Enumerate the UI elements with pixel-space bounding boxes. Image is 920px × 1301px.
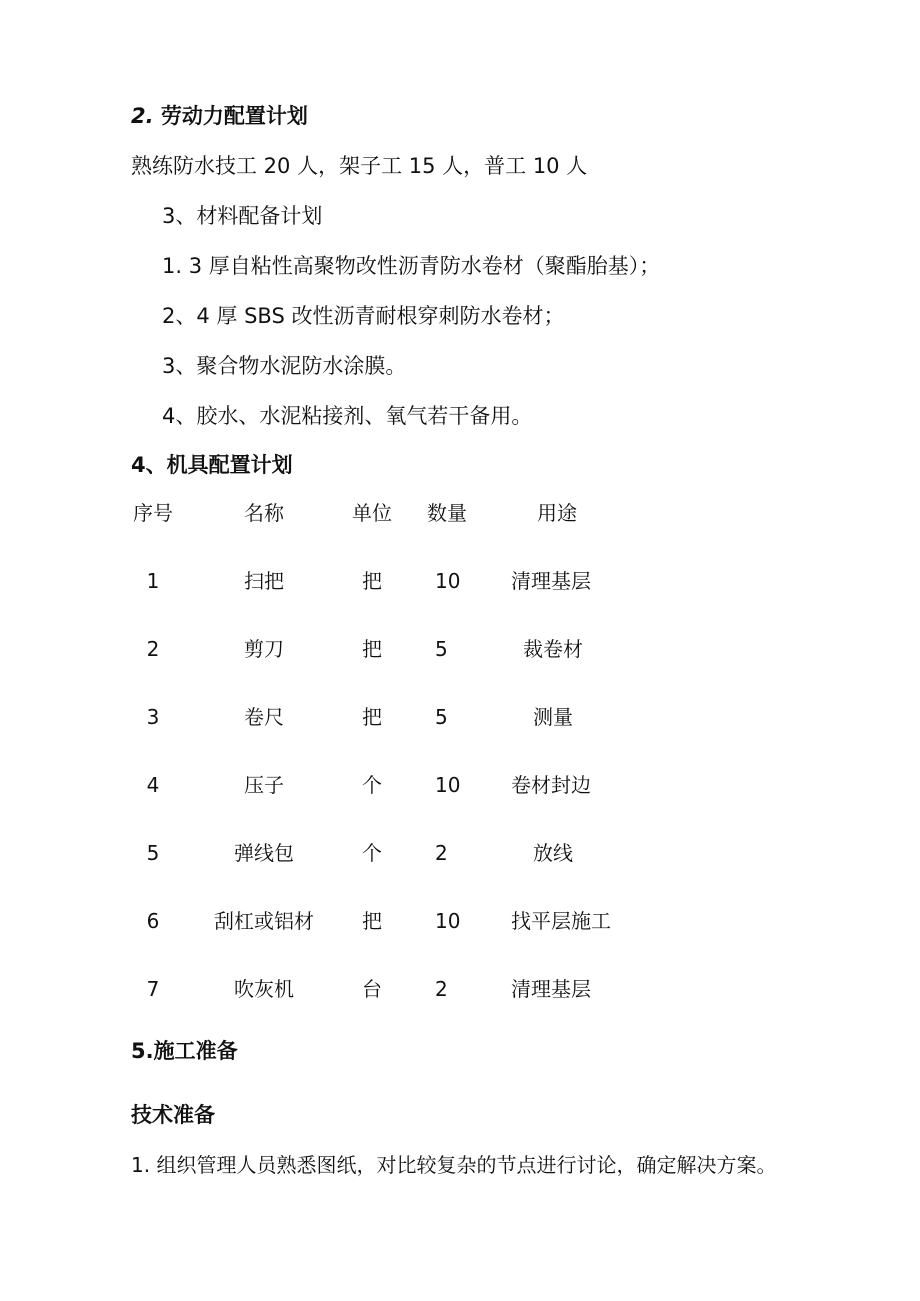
material-item-4: 4、胶水、水泥粘接剂、氧气若干备用。 [162,404,533,428]
section-5-heading: 5.施工准备 [131,1039,238,1063]
row-index: 6 [146,909,160,933]
row-index: 3 [146,705,160,729]
labor-plan-text: 熟练防水技工 20 人，架子工 15 人，普工 10 人 [131,154,588,178]
section-3-heading: 3、材料配备计划 [162,204,323,228]
row-unit: 个 [362,773,382,797]
row-name: 剪刀 [244,637,284,661]
row-index: 4 [146,773,160,797]
row-index: 1 [146,569,160,593]
table-header-quantity: 数量 [427,501,467,525]
row-unit: 把 [362,637,382,661]
row-index: 5 [146,841,160,865]
row-quantity: 2 [435,977,448,1001]
table-header-unit: 单位 [352,501,392,525]
row-quantity: 2 [435,841,448,865]
row-purpose: 清理基层 [511,977,591,1001]
table-header-name: 名称 [244,501,284,525]
row-purpose: 清理基层 [511,569,591,593]
row-purpose: 裁卷材 [523,637,583,661]
row-purpose: 卷材封边 [511,773,591,797]
technical-prep-item-1: 1. 组织管理人员熟悉图纸，对比较复杂的节点进行讨论，确定解决方案。 [131,1153,777,1177]
row-unit: 把 [362,909,382,933]
row-unit: 个 [362,841,382,865]
row-unit: 把 [362,569,382,593]
row-quantity: 5 [435,705,448,729]
row-index: 7 [146,977,160,1001]
table-header-purpose: 用途 [537,501,577,525]
material-item-3: 3、聚合物水泥防水涂膜。 [162,354,407,378]
table-header-index: 序号 [133,501,173,525]
row-name: 扫把 [244,569,284,593]
row-index: 2 [146,637,160,661]
row-name: 弹线包 [234,841,294,865]
row-purpose: 测量 [533,705,573,729]
row-quantity: 5 [435,637,448,661]
section-2-title: 劳动力配置计划 [160,104,308,128]
row-purpose: 放线 [533,841,573,865]
technical-prep-heading: 技术准备 [131,1103,215,1127]
row-unit: 把 [362,705,382,729]
section-4-heading: 4、机具配置计划 [131,453,293,477]
row-name: 卷尺 [244,705,284,729]
row-purpose: 找平层施工 [511,909,611,933]
row-name: 刮杠或铝材 [214,909,314,933]
material-item-2: 2、4 厚 SBS 改性沥青耐根穿刺防水卷材； [162,304,565,328]
material-item-1: 1. 3 厚自粘性高聚物改性沥青防水卷材（聚酯胎基）； [162,254,661,278]
section-2-heading [131,102,308,130]
row-name: 压子 [244,773,284,797]
row-name: 吹灰机 [234,977,294,1001]
row-quantity: 10 [435,773,461,797]
section-2-number: 2. [131,104,154,128]
row-quantity: 10 [435,569,461,593]
row-quantity: 10 [435,909,461,933]
row-unit: 台 [362,977,382,1001]
